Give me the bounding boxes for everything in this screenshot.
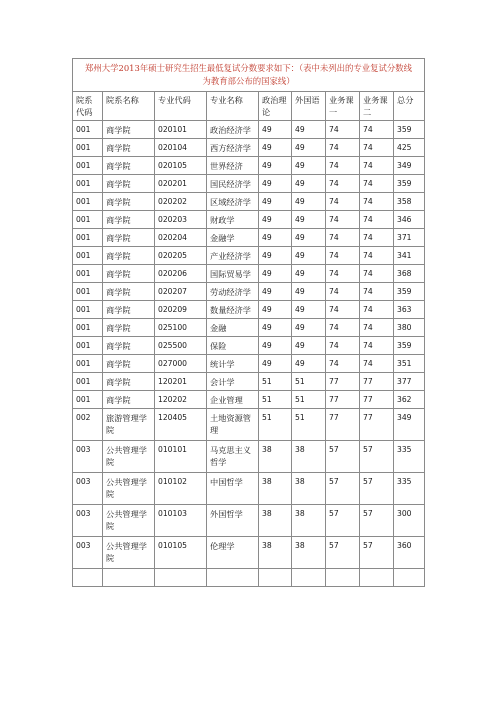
table-cell: 002 (73, 409, 103, 441)
table-cell: 马克思主义哲学 (207, 441, 259, 473)
table-cell: 371 (394, 229, 425, 247)
table-cell: 49 (292, 139, 326, 157)
table-cell: 49 (292, 337, 326, 355)
table-cell: 74 (360, 337, 394, 355)
table-cell: 劳动经济学 (207, 283, 259, 301)
table-cell: 74 (326, 121, 360, 139)
table-cell: 49 (259, 265, 292, 283)
table-cell: 020209 (155, 301, 207, 319)
table-cell: 商学院 (103, 373, 155, 391)
table-cell: 公共管理学院 (103, 441, 155, 473)
header-cell: 政治理论 (259, 92, 292, 121)
table-cell: 外国哲学 (207, 505, 259, 537)
table-cell: 359 (394, 283, 425, 301)
table-cell: 49 (292, 319, 326, 337)
table-row (73, 473, 425, 505)
table-cell: 49 (259, 139, 292, 157)
table-cell: 38 (292, 537, 326, 569)
table-row (73, 537, 425, 569)
header-cell: 业务课二 (360, 92, 394, 121)
table-cell: 世界经济 (207, 157, 259, 175)
table-row (73, 211, 425, 229)
table-cell: 346 (394, 211, 425, 229)
table-cell: 49 (292, 121, 326, 139)
table-cell: 359 (394, 337, 425, 355)
table-cell: 001 (73, 175, 103, 193)
table-cell: 74 (326, 265, 360, 283)
table-cell-empty (326, 569, 360, 587)
table-cell: 38 (259, 441, 292, 473)
table-cell: 商学院 (103, 265, 155, 283)
table-cell: 74 (360, 193, 394, 211)
table-cell: 中国哲学 (207, 473, 259, 505)
table-cell: 001 (73, 157, 103, 175)
table-row (73, 175, 425, 193)
table-cell: 74 (360, 319, 394, 337)
table-cell: 120202 (155, 391, 207, 409)
table-row (73, 193, 425, 211)
table-cell: 49 (259, 283, 292, 301)
table-cell: 49 (292, 301, 326, 319)
table-cell: 商学院 (103, 337, 155, 355)
table-cell: 003 (73, 505, 103, 537)
table-cell: 74 (326, 319, 360, 337)
table-cell: 001 (73, 139, 103, 157)
table-cell: 335 (394, 473, 425, 505)
score-table-sheet (72, 58, 424, 587)
table-row (73, 441, 425, 473)
table-cell: 49 (292, 229, 326, 247)
table-cell: 商学院 (103, 283, 155, 301)
table-cell: 74 (326, 157, 360, 175)
table-cell: 74 (360, 175, 394, 193)
table-cell: 362 (394, 391, 425, 409)
table-cell: 020105 (155, 157, 207, 175)
table-cell: 74 (360, 139, 394, 157)
table-cell: 010105 (155, 537, 207, 569)
table-cell: 企业管理 (207, 391, 259, 409)
table-cell: 74 (326, 139, 360, 157)
table-cell: 001 (73, 211, 103, 229)
table-cell: 西方经济学 (207, 139, 259, 157)
table-row (73, 283, 425, 301)
table-cell: 57 (326, 505, 360, 537)
table-cell: 国民经济学 (207, 175, 259, 193)
header-cell: 外国语 (292, 92, 326, 121)
table-cell: 001 (73, 373, 103, 391)
table-cell: 38 (292, 473, 326, 505)
table-cell: 74 (360, 229, 394, 247)
table-cell: 49 (292, 247, 326, 265)
table-cell: 57 (326, 537, 360, 569)
header-cell: 专业代码 (155, 92, 207, 121)
table-cell: 001 (73, 319, 103, 337)
table-row (73, 121, 425, 139)
table-cell: 57 (360, 505, 394, 537)
table-cell-empty (394, 569, 425, 587)
table-cell: 74 (360, 157, 394, 175)
table-cell: 010102 (155, 473, 207, 505)
table-cell: 74 (360, 247, 394, 265)
table-cell: 120405 (155, 409, 207, 441)
table-row (73, 265, 425, 283)
table-cell: 020202 (155, 193, 207, 211)
table-cell: 49 (292, 211, 326, 229)
table-cell: 001 (73, 247, 103, 265)
table-cell: 政治经济学 (207, 121, 259, 139)
table-cell: 49 (259, 247, 292, 265)
table-cell: 土地资源管理 (207, 409, 259, 441)
table-cell: 020104 (155, 139, 207, 157)
header-cell: 院系代码 (73, 92, 103, 121)
table-cell: 358 (394, 193, 425, 211)
table-cell: 旅游管理学院 (103, 409, 155, 441)
table-cell: 020204 (155, 229, 207, 247)
table-cell: 300 (394, 505, 425, 537)
table-cell: 020206 (155, 265, 207, 283)
table-cell: 商学院 (103, 355, 155, 373)
header-cell: 总分 (394, 92, 425, 121)
table-cell: 74 (360, 355, 394, 373)
table-cell-empty (207, 569, 259, 587)
table-cell: 74 (326, 229, 360, 247)
table-cell: 38 (259, 537, 292, 569)
table-cell: 77 (360, 409, 394, 441)
header-row (73, 92, 425, 121)
table-cell: 77 (326, 409, 360, 441)
table-cell: 金融学 (207, 229, 259, 247)
table-cell: 49 (259, 301, 292, 319)
table-cell: 359 (394, 121, 425, 139)
header-cell: 院系名称 (103, 92, 155, 121)
table-cell-empty (103, 569, 155, 587)
table-cell: 025500 (155, 337, 207, 355)
table-cell: 51 (259, 391, 292, 409)
table-cell: 38 (292, 441, 326, 473)
table-cell: 359 (394, 175, 425, 193)
table-cell: 74 (360, 265, 394, 283)
table-cell: 349 (394, 157, 425, 175)
table-cell: 38 (259, 505, 292, 537)
table-cell-empty (292, 569, 326, 587)
table-cell: 74 (326, 247, 360, 265)
table-cell: 027000 (155, 355, 207, 373)
table-cell: 51 (292, 409, 326, 441)
table-cell: 010103 (155, 505, 207, 537)
table-cell: 74 (326, 211, 360, 229)
header-cell: 专业名称 (207, 92, 259, 121)
table-cell: 57 (360, 537, 394, 569)
table-row (73, 301, 425, 319)
header-cell: 业务课一 (326, 92, 360, 121)
table-cell: 51 (259, 409, 292, 441)
table-row (73, 157, 425, 175)
table-cell: 351 (394, 355, 425, 373)
score-table (72, 58, 425, 587)
table-cell: 74 (360, 211, 394, 229)
table-cell: 74 (326, 301, 360, 319)
table-cell: 025100 (155, 319, 207, 337)
table-cell: 公共管理学院 (103, 473, 155, 505)
table-cell: 伦理学 (207, 537, 259, 569)
table-cell: 公共管理学院 (103, 505, 155, 537)
table-row (73, 229, 425, 247)
table-cell: 001 (73, 193, 103, 211)
table-cell: 74 (326, 193, 360, 211)
table-cell: 商学院 (103, 229, 155, 247)
table-cell: 商学院 (103, 301, 155, 319)
table-cell: 商学院 (103, 211, 155, 229)
table-cell: 77 (360, 373, 394, 391)
table-cell: 57 (326, 473, 360, 505)
table-cell: 49 (259, 319, 292, 337)
table-title: 郑州大学2013年硕士研究生招生最低复试分数要求如下：（表中未列出的专业复试分数线为教育部公布的国家线） (73, 59, 425, 92)
table-cell: 001 (73, 391, 103, 409)
table-cell: 020203 (155, 211, 207, 229)
table-cell: 49 (259, 229, 292, 247)
table-cell: 001 (73, 355, 103, 373)
table-row (73, 373, 425, 391)
table-cell: 77 (326, 373, 360, 391)
table-cell: 38 (292, 505, 326, 537)
table-cell-empty (360, 569, 394, 587)
table-cell: 49 (259, 121, 292, 139)
table-cell: 51 (292, 391, 326, 409)
table-cell: 商学院 (103, 319, 155, 337)
table-cell: 保险 (207, 337, 259, 355)
table-cell: 49 (292, 193, 326, 211)
table-row (73, 409, 425, 441)
table-cell: 363 (394, 301, 425, 319)
table-cell: 74 (326, 175, 360, 193)
table-cell: 57 (360, 441, 394, 473)
table-row (73, 319, 425, 337)
table-row-empty (73, 569, 425, 587)
table-cell: 74 (326, 337, 360, 355)
table-cell: 产业经济学 (207, 247, 259, 265)
table-cell: 74 (360, 283, 394, 301)
table-cell: 001 (73, 265, 103, 283)
table-cell: 49 (292, 265, 326, 283)
table-cell: 010101 (155, 441, 207, 473)
table-cell: 368 (394, 265, 425, 283)
table-cell-empty (259, 569, 292, 587)
table-row (73, 505, 425, 537)
table-cell: 51 (292, 373, 326, 391)
table-cell-empty (155, 569, 207, 587)
table-cell: 商学院 (103, 391, 155, 409)
table-cell: 数量经济学 (207, 301, 259, 319)
table-cell: 380 (394, 319, 425, 337)
table-cell: 金融 (207, 319, 259, 337)
table-cell: 商学院 (103, 157, 155, 175)
table-cell: 49 (292, 355, 326, 373)
table-cell: 49 (259, 211, 292, 229)
table-cell: 003 (73, 473, 103, 505)
table-cell: 020201 (155, 175, 207, 193)
table-cell: 49 (259, 355, 292, 373)
table-cell: 51 (259, 373, 292, 391)
table-cell: 商学院 (103, 193, 155, 211)
table-row (73, 247, 425, 265)
table-cell: 49 (259, 175, 292, 193)
table-cell: 57 (326, 441, 360, 473)
table-cell: 360 (394, 537, 425, 569)
table-cell: 区域经济学 (207, 193, 259, 211)
table-cell: 003 (73, 537, 103, 569)
table-cell: 001 (73, 121, 103, 139)
table-cell: 74 (360, 121, 394, 139)
table-cell: 商学院 (103, 175, 155, 193)
table-row (73, 139, 425, 157)
table-cell-empty (73, 569, 103, 587)
table-cell: 335 (394, 441, 425, 473)
table-cell: 49 (292, 283, 326, 301)
table-cell: 020205 (155, 247, 207, 265)
table-cell: 003 (73, 441, 103, 473)
table-cell: 49 (292, 175, 326, 193)
table-cell: 49 (292, 157, 326, 175)
table-cell: 统计学 (207, 355, 259, 373)
table-row (73, 355, 425, 373)
table-cell: 74 (326, 283, 360, 301)
table-cell: 商学院 (103, 139, 155, 157)
table-cell: 425 (394, 139, 425, 157)
table-cell: 商学院 (103, 247, 155, 265)
table-cell: 001 (73, 229, 103, 247)
table-cell: 77 (326, 391, 360, 409)
table-cell: 74 (360, 301, 394, 319)
table-cell: 38 (259, 473, 292, 505)
table-row (73, 391, 425, 409)
table-cell: 57 (360, 473, 394, 505)
table-cell: 公共管理学院 (103, 537, 155, 569)
table-cell: 77 (360, 391, 394, 409)
table-cell: 349 (394, 409, 425, 441)
table-cell: 341 (394, 247, 425, 265)
table-cell: 商学院 (103, 121, 155, 139)
table-cell: 001 (73, 301, 103, 319)
table-cell: 001 (73, 337, 103, 355)
table-cell: 财政学 (207, 211, 259, 229)
table-cell: 377 (394, 373, 425, 391)
table-cell: 020207 (155, 283, 207, 301)
table-cell: 国际贸易学 (207, 265, 259, 283)
table-cell: 49 (259, 337, 292, 355)
table-cell: 74 (326, 355, 360, 373)
table-cell: 49 (259, 157, 292, 175)
table-cell: 会计学 (207, 373, 259, 391)
table-cell: 49 (259, 193, 292, 211)
table-cell: 120201 (155, 373, 207, 391)
table-cell: 001 (73, 283, 103, 301)
table-row (73, 337, 425, 355)
table-cell: 020101 (155, 121, 207, 139)
